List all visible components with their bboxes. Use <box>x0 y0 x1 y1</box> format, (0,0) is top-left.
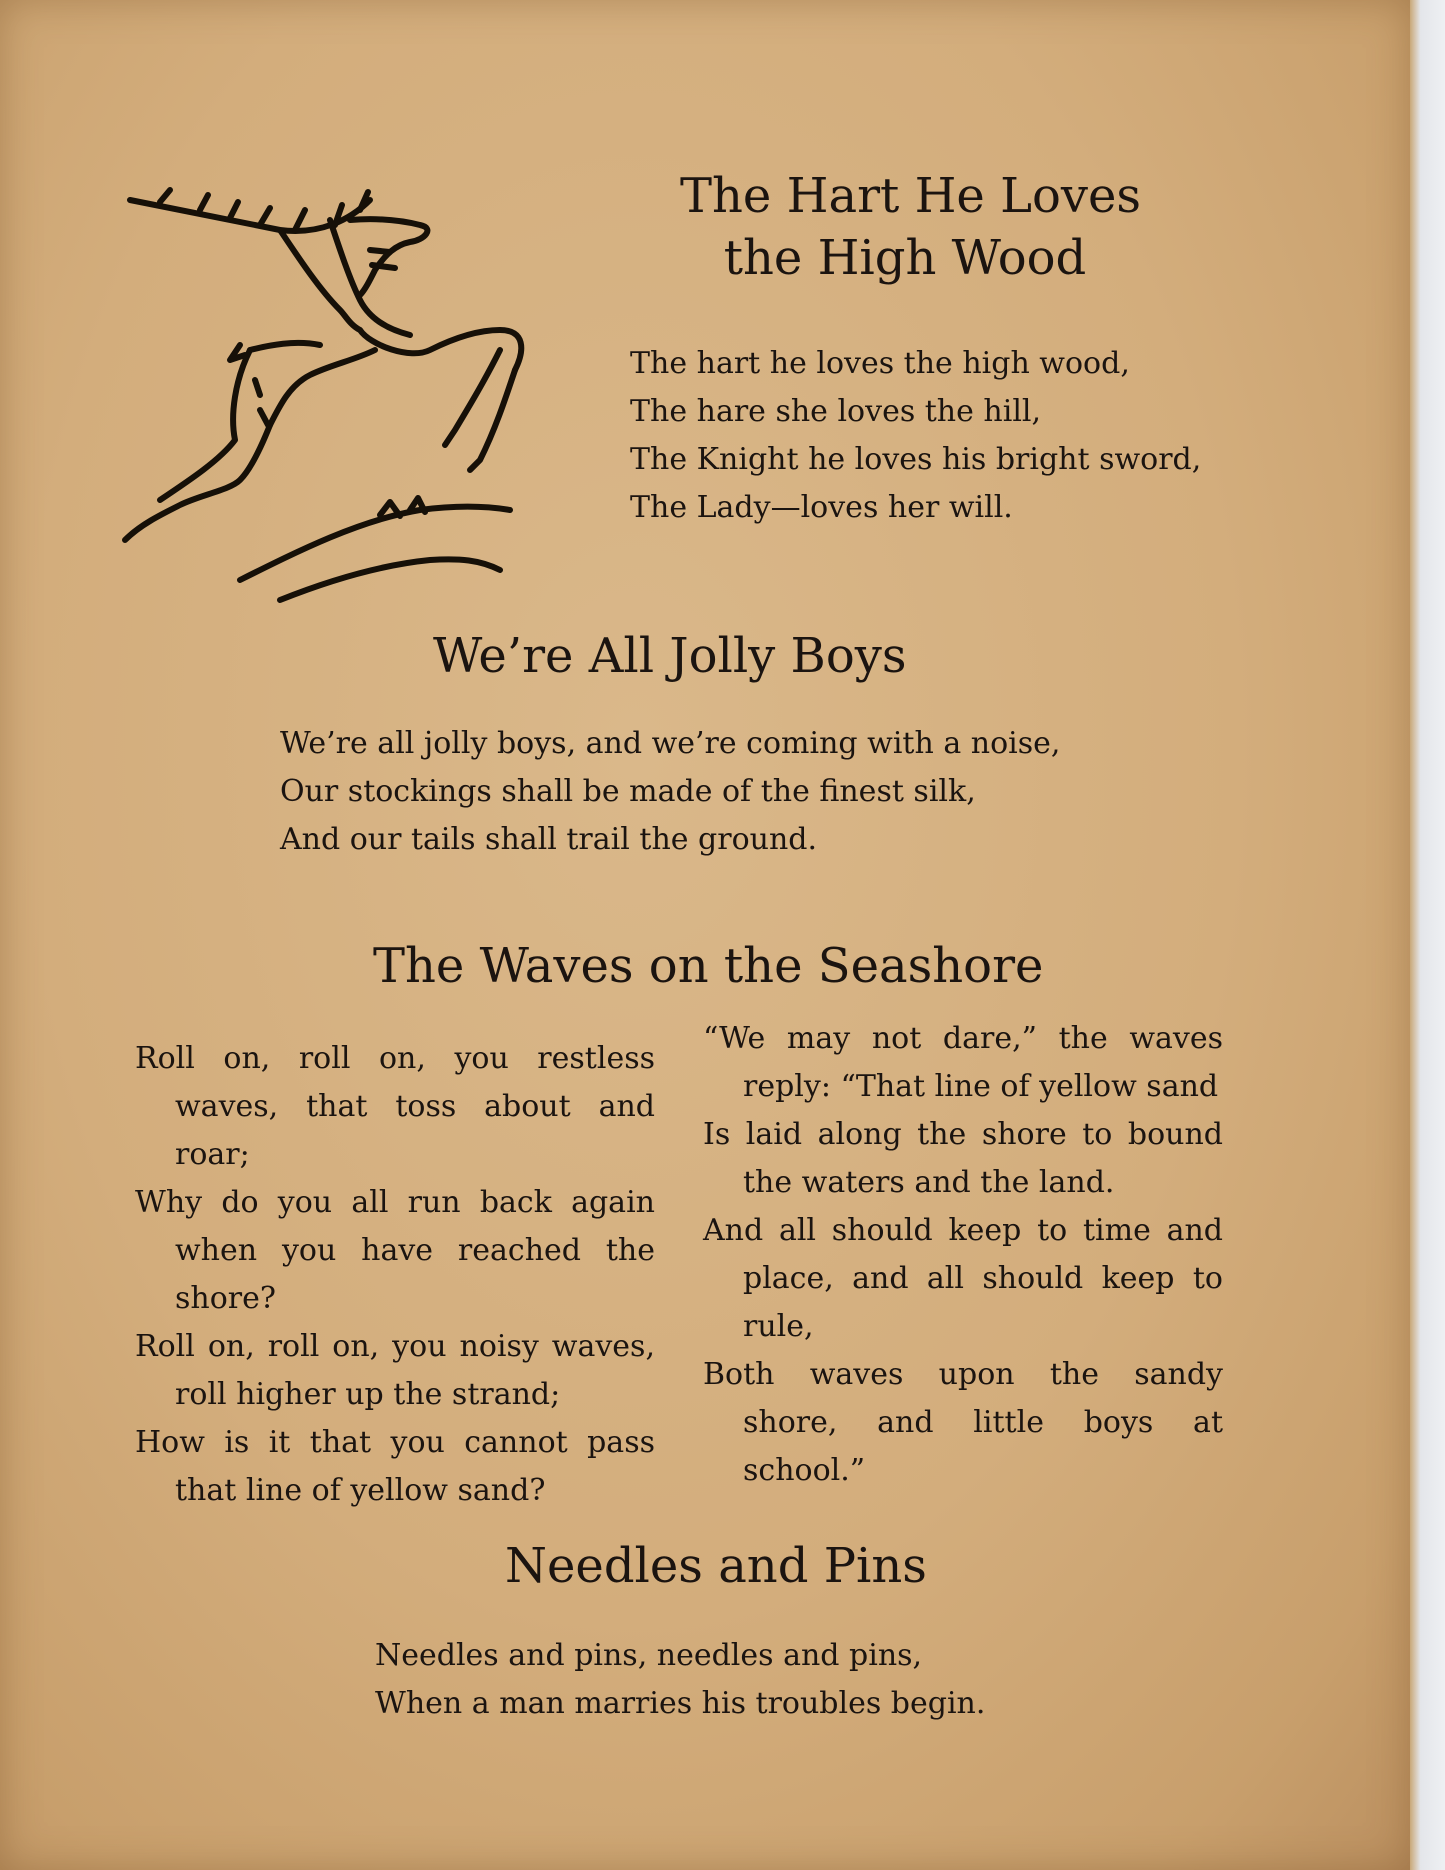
poem-line: And our tails shall trail the ground. <box>280 822 818 857</box>
poem-verse: Roll on, roll on, you restless waves, that toss about and roar; <box>135 1041 655 1172</box>
poem-column-right <box>703 1015 1223 1495</box>
poem-verse: Both waves upon the sandy shore, and little boys at school.” <box>703 1357 1223 1488</box>
poem-line: Our stockings shall be made of the finest silk, <box>280 774 976 809</box>
poem-line: When a man marries his troubles begin. <box>375 1686 986 1721</box>
poem-line: The Lady—loves her will. <box>630 490 1013 525</box>
poem-verse: Is laid along the shore to bound the waters and the land. <box>703 1117 1223 1200</box>
poem-verse: And all should keep to time and place, and all should keep to rule, <box>703 1213 1223 1344</box>
poem-line: We’re all jolly boys, and we’re coming with a noise, <box>280 726 1061 761</box>
poem-column-left <box>135 1035 655 1515</box>
poem-verse: How is it that you cannot pass that line of yellow sand? <box>135 1425 655 1508</box>
poem-verse: “We may not dare,” the waves reply: “That line of yellow sand <box>703 1021 1223 1104</box>
poem-stanza-hart <box>630 340 1201 532</box>
poem-stanza-needles <box>375 1632 985 1728</box>
poem-line: The hare she loves the hill, <box>630 394 1042 429</box>
poem-title-hart-line2: the High Wood <box>723 230 1087 287</box>
poem-line: The hart he loves the high wood, <box>630 346 1130 381</box>
leaping-deer-icon <box>120 180 580 610</box>
poem-line: Needles and pins, needles and pins, <box>375 1638 923 1673</box>
poem-title-hart <box>680 165 1142 290</box>
poem-line: The Knight he loves his bright sword, <box>630 442 1202 477</box>
page-edge <box>1410 0 1445 1870</box>
poem-title-needles: Needles and Pins <box>505 1538 927 1594</box>
poem-verse: Why do you all run back again when you have reached the shore? <box>135 1185 655 1316</box>
poem-title-hart-line1: The Hart He Loves <box>680 168 1142 224</box>
poem-stanza-jolly-boys <box>280 720 1060 864</box>
poem-verse: Roll on, roll on, you noisy waves, roll higher up the strand; <box>135 1329 655 1412</box>
poem-title-waves: The Waves on the Seashore <box>373 938 1044 994</box>
poem-title-jolly-boys: We’re All Jolly Boys <box>433 628 907 684</box>
